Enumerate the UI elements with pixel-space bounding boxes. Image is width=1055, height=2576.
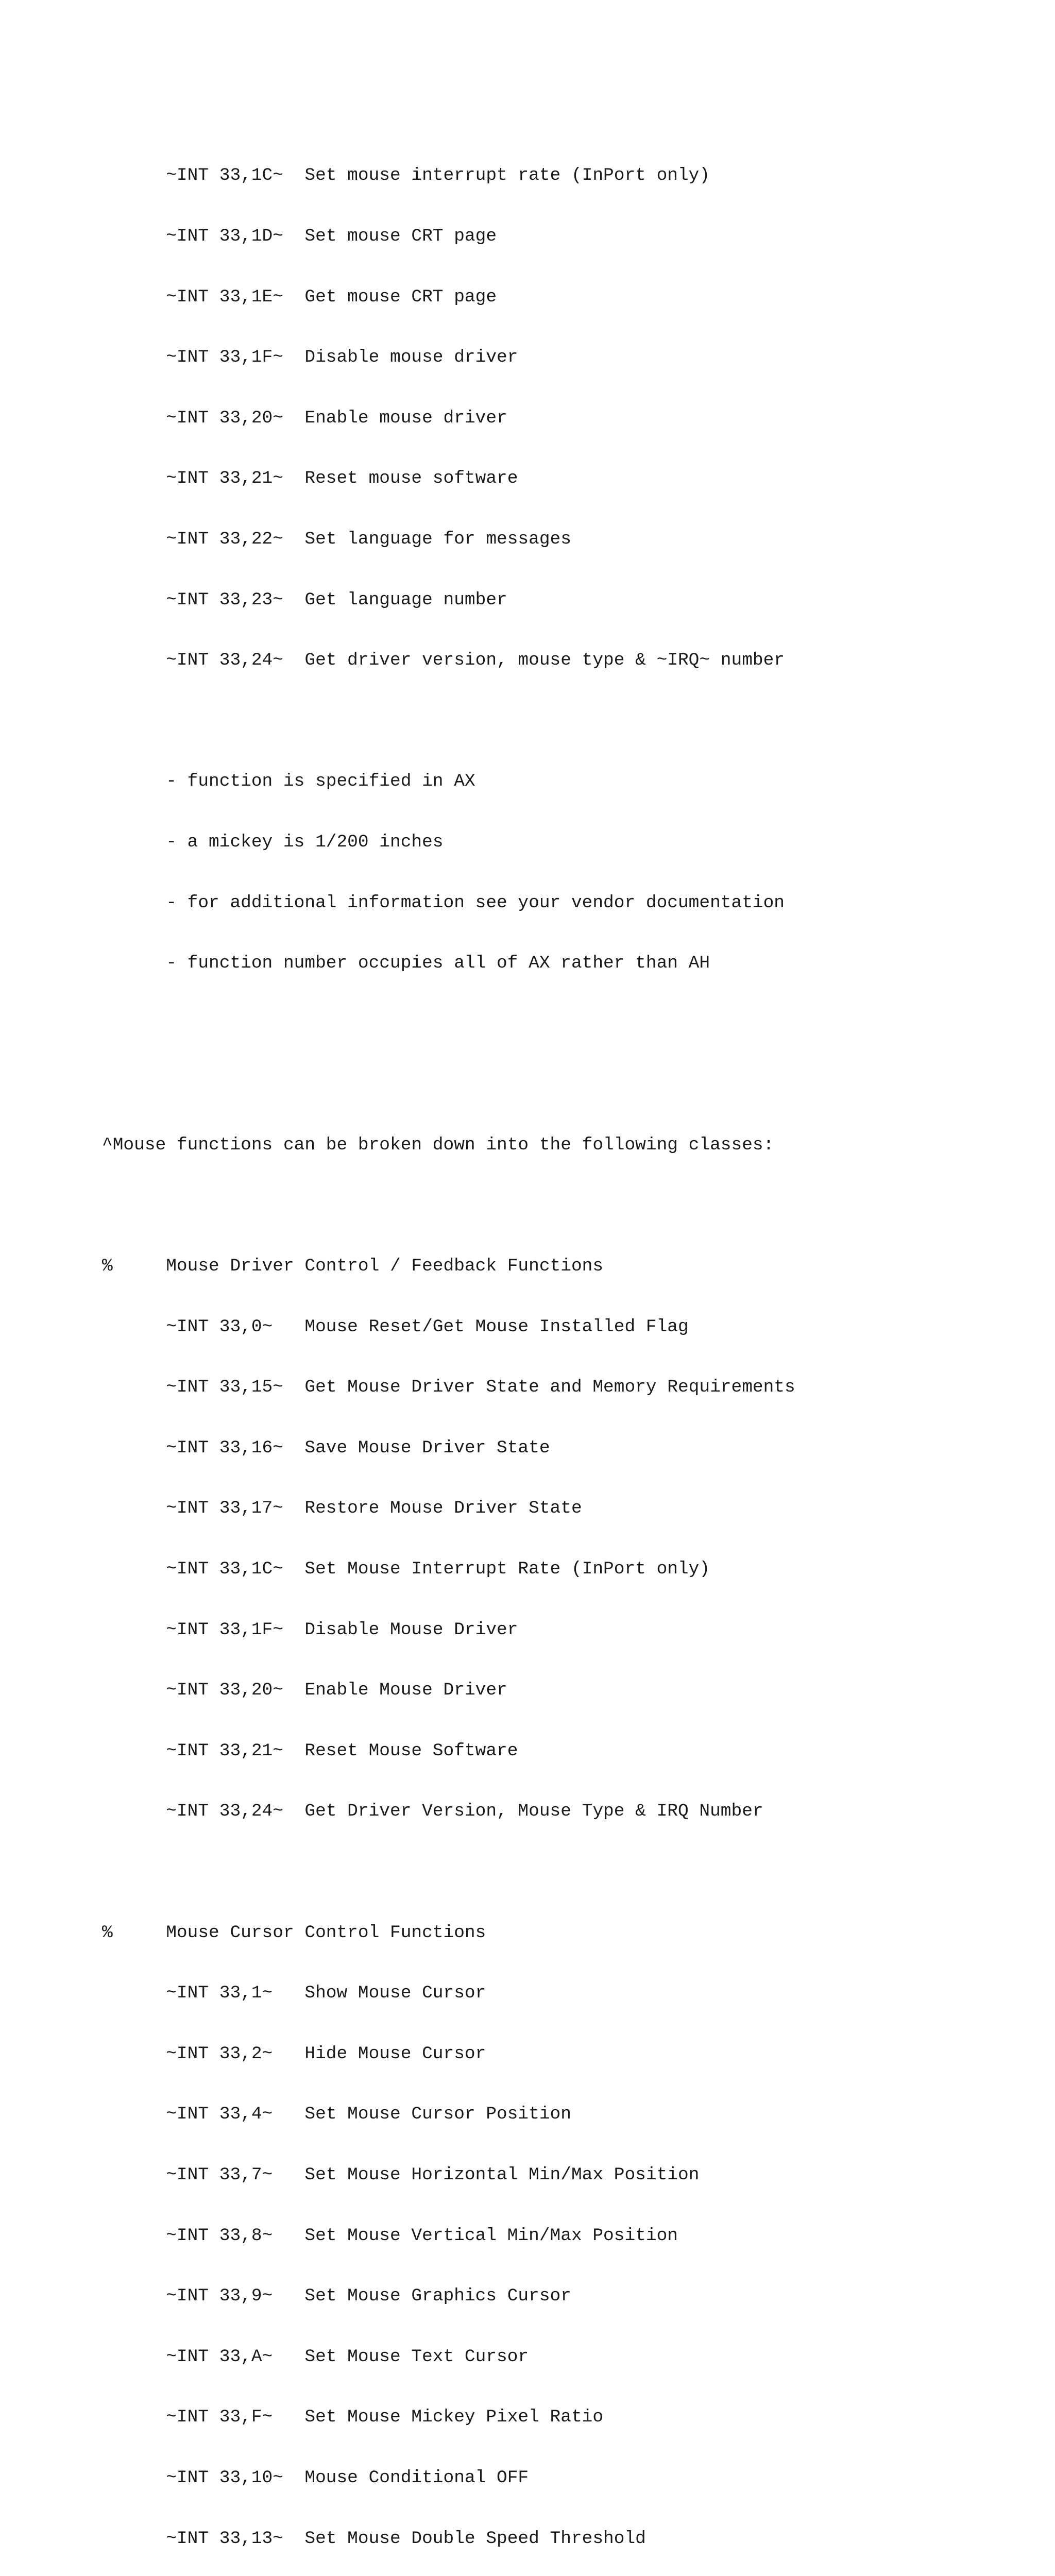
section-heading: % Mouse Cursor Control Functions — [102, 1922, 486, 1943]
document-text — [102, 125, 816, 2576]
text-line: ~INT 33,A~ Set Mouse Text Cursor — [102, 2346, 529, 2367]
blank-line — [102, 1014, 816, 1034]
blank-line — [102, 711, 816, 731]
note-line: - a mickey is 1/200 inches — [102, 832, 444, 852]
text-line: ~INT 33,16~ Save Mouse Driver State — [102, 1437, 550, 1458]
text-line: ~INT 33,0~ Mouse Reset/Get Mouse Installed Flag — [102, 1316, 689, 1337]
text-line: ~INT 33,10~ Mouse Conditional OFF — [102, 2467, 529, 2488]
section-heading: % Mouse Driver Control / Feedback Functions — [102, 1256, 604, 1277]
text-line: ~INT 33,20~ Enable mouse driver — [102, 408, 507, 428]
text-line: ~INT 33,20~ Enable Mouse Driver — [102, 1680, 507, 1701]
text-line: ~INT 33,1D~ Set mouse CRT page — [102, 226, 497, 246]
text-line: ~INT 33,1F~ Disable mouse driver — [102, 347, 518, 368]
text-line: ~INT 33,F~ Set Mouse Mickey Pixel Ratio — [102, 2407, 604, 2428]
text-line: ~INT 33,24~ Get Driver Version, Mouse Type & IRQ Number — [102, 1801, 763, 1822]
text-line: ~INT 33,13~ Set Mouse Double Speed Threshold — [102, 2528, 646, 2549]
text-line: ~INT 33,2~ Hide Mouse Cursor — [102, 2043, 486, 2064]
blank-line — [102, 1196, 816, 1216]
note-line: - function number occupies all of AX rather than AH — [102, 953, 710, 974]
blank-line — [102, 1862, 816, 1882]
text-line: ~INT 33,4~ Set Mouse Cursor Position — [102, 2104, 571, 2125]
text-line: ~INT 33,17~ Restore Mouse Driver State — [102, 1498, 582, 1519]
text-line: ~INT 33,15~ Get Mouse Driver State and Memory Requirements — [102, 1377, 795, 1398]
text-line: ~INT 33,9~ Set Mouse Graphics Cursor — [102, 2286, 571, 2307]
text-line: ~INT 33,21~ Reset mouse software — [102, 468, 518, 489]
note-line: - for additional information see your vendor documentation — [102, 892, 785, 913]
intro-line: ^Mouse functions can be broken down into the following classes: — [102, 1134, 774, 1155]
text-line: ~INT 33,1C~ Set Mouse Interrupt Rate (InPort only) — [102, 1559, 710, 1580]
text-line: ~INT 33,1C~ Set mouse interrupt rate (InPort only) — [102, 165, 710, 186]
text-line: ~INT 33,23~ Get language number — [102, 589, 507, 610]
text-line: ~INT 33,8~ Set Mouse Vertical Min/Max Position — [102, 2225, 678, 2246]
blank-line — [102, 1074, 816, 1094]
text-line: ~INT 33,1E~ Get mouse CRT page — [102, 286, 497, 307]
text-line: ~INT 33,1F~ Disable Mouse Driver — [102, 1619, 518, 1640]
text-line: ~INT 33,21~ Reset Mouse Software — [102, 1740, 518, 1761]
text-line: ~INT 33,24~ Get driver version, mouse type & ~IRQ~ number — [102, 650, 785, 671]
text-line: ~INT 33,7~ Set Mouse Horizontal Min/Max Position — [102, 2165, 700, 2185]
note-line: - function is specified in AX — [102, 771, 475, 792]
text-line: ~INT 33,22~ Set language for messages — [102, 529, 571, 549]
text-line: ~INT 33,1~ Show Mouse Cursor — [102, 1983, 486, 2004]
